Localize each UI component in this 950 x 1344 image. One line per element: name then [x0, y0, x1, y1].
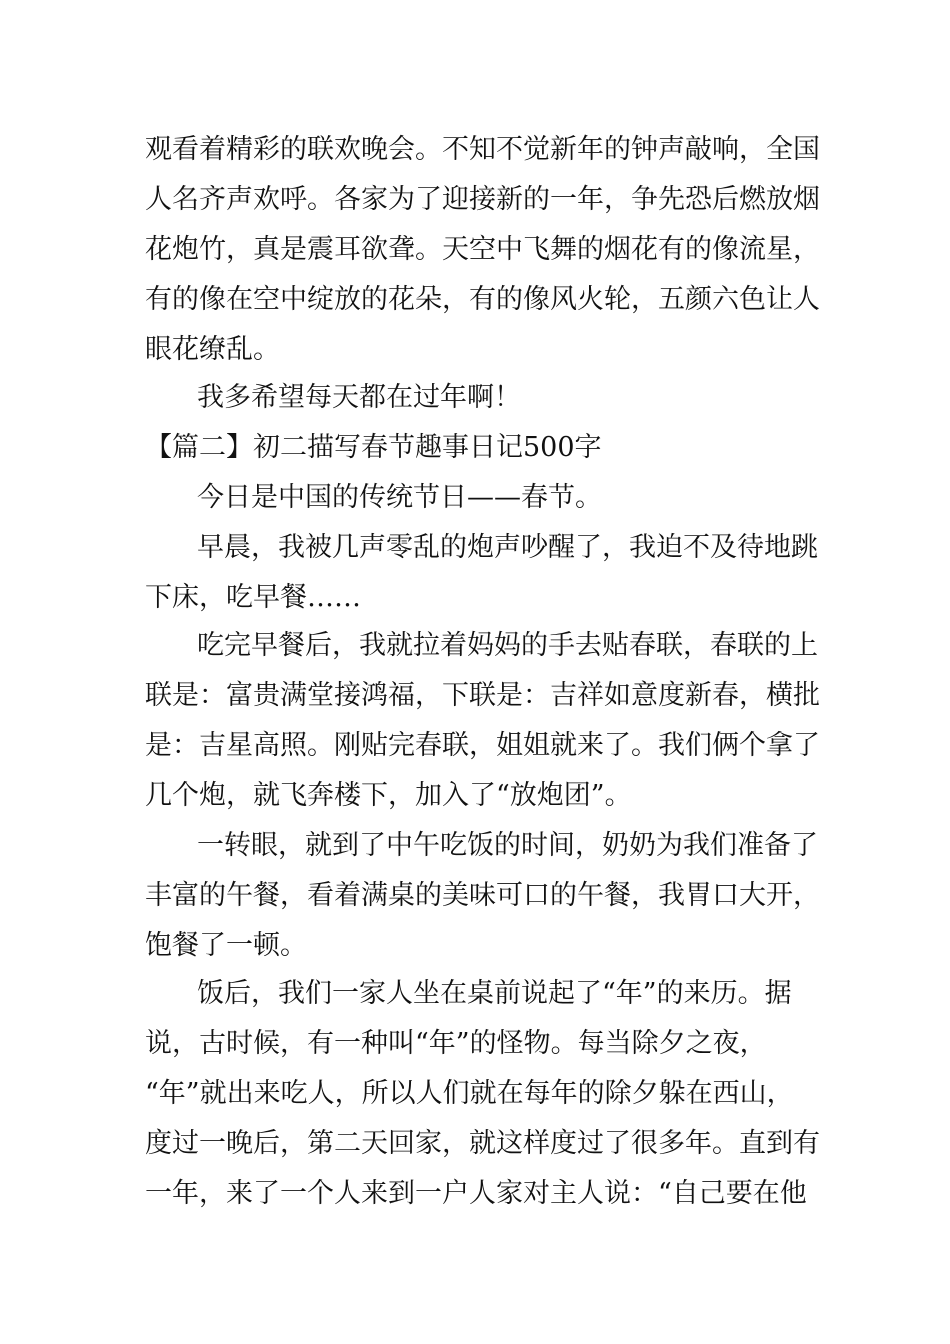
section-heading: 【篇二】初二描写春节趣事日记500字	[145, 432, 602, 463]
text-line: 观看着精彩的联欢晚会。不知不觉新年的钟声敲响，全国	[145, 134, 820, 165]
text-line: 几个炮，就飞奔楼下，加入了“放炮团”。	[145, 780, 632, 811]
paragraph-first-line: 饭后，我们一家人坐在桌前说起了“年”的来历。据	[197, 978, 792, 1009]
paragraph-first-line: 今日是中国的传统节日——春节。	[197, 482, 602, 513]
paragraph-first-line: 早晨，我被几声零乱的炮声吵醒了，我迫不及待地跳	[197, 532, 818, 563]
text-line: 花炮竹，真是震耳欲聋。天空中飞舞的烟花有的像流星，	[145, 234, 820, 265]
text-line: 人名齐声欢呼。各家为了迎接新的一年，争先恐后燃放烟	[145, 184, 820, 215]
text-line: 饱餐了一顿。	[145, 930, 307, 961]
paragraph-first-line: 一转眼，就到了中午吃饭的时间，奶奶为我们准备了	[197, 830, 818, 861]
text-line: 是：吉星高照。刚贴完春联，姐姐就来了。我们俩个拿了	[145, 730, 820, 761]
text-line: 下床，吃早餐……	[145, 582, 361, 613]
text-line: 联是：富贵满堂接鸿福，下联是：吉祥如意度新春，横批	[145, 680, 820, 711]
paragraph-first-line: 我多希望每天都在过年啊！	[197, 382, 521, 413]
text-line: 丰富的午餐，看着满桌的美味可口的午餐，我胃口大开，	[145, 880, 820, 911]
text-line: 有的像在空中绽放的花朵，有的像风火轮，五颜六色让人	[145, 284, 820, 315]
text-line: 一年，来了一个人来到一户人家对主人说：“自己要在他	[145, 1178, 807, 1209]
text-line: “年”就出来吃人，所以人们就在每年的除夕躲在西山，	[145, 1078, 794, 1109]
text-line: 说，古时候，有一种叫“年”的怪物。每当除夕之夜，	[145, 1028, 767, 1059]
paragraph-first-line: 吃完早餐后，我就拉着妈妈的手去贴春联，春联的上	[197, 630, 818, 661]
text-line: 度过一晚后，第二天回家，就这样度过了很多年。直到有	[145, 1128, 820, 1159]
text-line: 眼花缭乱。	[145, 334, 280, 365]
